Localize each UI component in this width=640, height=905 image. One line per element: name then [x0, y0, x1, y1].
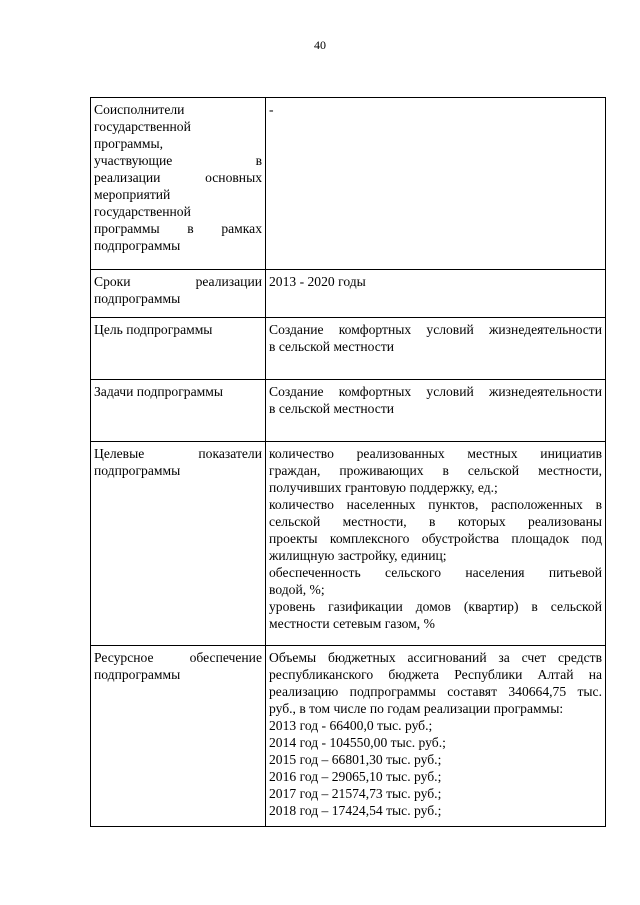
row-label [91, 318, 266, 380]
value-line: 2013 - 2020 годы [269, 274, 366, 289]
label-line: участвующие в [94, 153, 262, 168]
row-label [91, 646, 266, 827]
value-line: количество населенных пунктов, расположенных в [269, 497, 602, 512]
row-value [266, 442, 606, 646]
value-line: сельской местности, в которых реализованы [269, 514, 602, 529]
value-line: граждан, проживающих в сельской местности, [269, 463, 602, 478]
row-label [91, 98, 266, 270]
value-line: 2018 год – 17424,54 тыс. руб.; [269, 803, 442, 818]
value-line: обеспеченность сельского населения питьевой [269, 565, 602, 580]
label-line: реализации основных [94, 170, 262, 185]
value-line: Создание комфортных условий жизнедеятельности [269, 384, 602, 399]
value-line: республиканского бюджета Республики Алтай на [269, 667, 602, 682]
value-line: 2017 год – 21574,73 тыс. руб.; [269, 786, 442, 801]
page-number: 40 [314, 38, 326, 52]
row-value [266, 98, 606, 270]
row-value [266, 270, 606, 318]
value-line: Объемы бюджетных ассигнований за счет средств [269, 650, 602, 665]
row-value [266, 318, 606, 380]
label-line: Соисполнители [94, 102, 185, 117]
label-line: Сроки реализации [94, 274, 262, 289]
value-line: 2015 год – 66801,30 тыс. руб.; [269, 752, 442, 767]
value-line: уровень газификации домов (квартир) в сельской [269, 599, 602, 614]
label-line: мероприятий [94, 187, 171, 202]
table-row-goal [91, 318, 606, 380]
value-line: в сельской местности [269, 339, 395, 354]
table-row-co-executors [91, 98, 606, 270]
row-label [91, 380, 266, 442]
label-line: государственной [94, 119, 191, 134]
value-line: в сельской местности [269, 401, 395, 416]
value-line: количество реализованных местных инициатив [269, 446, 602, 461]
value-line: проекты комплексного обустройства площадок под [269, 531, 602, 546]
row-label [91, 442, 266, 646]
value-line: 2016 год – 29065,10 тыс. руб.; [269, 769, 442, 784]
value-line: водой, %; [269, 582, 325, 597]
row-value [266, 380, 606, 442]
table-row-terms [91, 270, 606, 318]
table-row-resources [91, 646, 606, 827]
value-line: местности сетевым газом, % [269, 616, 435, 631]
value-line: жилищную застройку, единиц; [269, 548, 447, 563]
value-line: 2014 год - 104550,00 тыс. руб.; [269, 735, 446, 750]
value-line: получивших грантовую поддержку, ед.; [269, 480, 498, 495]
label-line: подпрограммы [94, 291, 181, 306]
value-line: - [269, 102, 274, 117]
label-line: подпрограммы [94, 667, 181, 682]
value-line: реализацию подпрограммы составят 340664,75 тыс. [269, 684, 602, 699]
label-line: подпрограммы [94, 463, 181, 478]
label-line: государственной [94, 204, 191, 219]
label-line: Задачи подпрограммы [94, 384, 223, 399]
label-line: подпрограммы [94, 238, 181, 253]
value-line: руб., в том числе по годам реализации программы: [269, 701, 564, 716]
label-line: Целевые показатели [94, 446, 262, 461]
row-value [266, 646, 606, 827]
label-line: Цель подпрограммы [94, 322, 213, 337]
label-line: Ресурсное обеспечение [94, 650, 262, 665]
value-line: 2013 год - 66400,0 тыс. руб.; [269, 718, 433, 733]
row-label [91, 270, 266, 318]
table-row-target-indicators [91, 442, 606, 646]
subprogram-passport-table [90, 97, 606, 827]
label-line: программы в рамках [94, 221, 262, 236]
table-row-tasks [91, 380, 606, 442]
value-line: Создание комфортных условий жизнедеятельности [269, 322, 602, 337]
label-line: программы, [94, 136, 164, 151]
